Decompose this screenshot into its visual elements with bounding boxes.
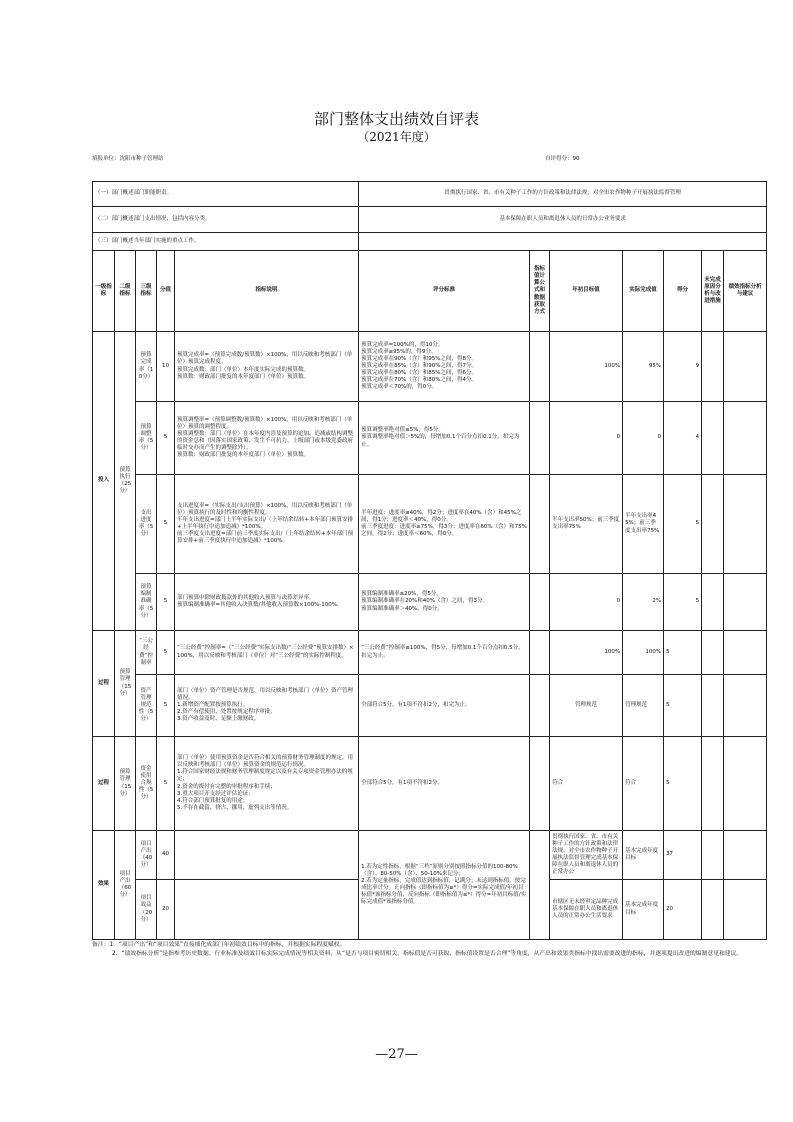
header-suggestion: 绩效指标分析与建议 [724,251,767,332]
level2-fund-mgmt: 预算管理（15分） [115,737,136,831]
header-reason: 未完成原因分析与改进措施 [702,251,724,332]
level3-cell: 项目产出（40分） [136,831,157,880]
overview-label: （一）部门概述部门职能职责。 [93,182,359,207]
reason-cell [702,831,724,880]
header-level1: 一级指标 [93,251,115,332]
actual-cell: 0 [623,402,664,475]
score-cell: 20 [157,880,175,940]
description-cell: “三公经费”控制率=（“三公经费”实际支出数/“三公经费”预算安排数）×100%，用以反映和考核部门（单位）对“三公经费”的实际控制程度。 [175,631,359,675]
method-cell [530,675,550,737]
got-cell: 37 [664,831,702,880]
score-cell: 5 [157,631,175,675]
actual-cell: 半年支出率45%；前三季度支出率75% [623,475,664,574]
suggestion-cell [724,831,767,880]
actual-cell: 基本完成年度目标 [623,880,664,940]
got-cell: 20 [664,880,702,940]
description-cell: 预算调整率=（预算调整数/预算数）×100%，用以反映和考核部门（单位）预算的调整程度。 预算调整数：部门（单位）在本年度内涉及预算的追加、追减或结构调整的资金总和（因落实国家政策、发生不可抗力、上级部门或本级党委政府临时交办而产生的调整除外）。 预算数：财政部门批复的本年度部门（单位）预算数。 [175,402,359,475]
standard-cell: 预算编制准确率≤20%，得5分。 预算编制准确率在20%和40%（含）之间，得3分。 预算编制准确率＞40%，得0分。 [359,574,530,631]
table-row [93,631,767,675]
reason-cell [702,631,724,675]
group-input: 投入 [93,332,115,631]
suggestion-cell [724,402,767,475]
method-cell [530,574,550,631]
got-cell: 5 [664,737,702,831]
score-cell: 5 [157,737,175,831]
overview-value: 基本保障在职人员和离退休人员的日常办公业务要求 [359,207,767,233]
table-row [93,574,767,631]
level3-cell: 项目效益（20分） [136,880,157,940]
description-cell: 部门（单位）使用预算资金是否符合相关的预算财务管理制度的规定，用以反映和考核部门（单位）预算资金的规范运行情况。 1.符合国家财经法规和财务管理制度规定以及有关专项资金管理办法的规定； 2.资金的拨付有完整的审批程序和手续； 3.重大项目开支经过评估论证； 4.符合部门预算批复的用途； 5.不存在截留、挤占、挪用、虚列支出等情况。 [175,737,359,831]
reason-cell [702,475,724,574]
reason-cell [702,880,724,940]
target-cell: 贯彻执行国家、省、市有关种子工作的方针政策和法律法规，对全市农作物种子开展执法监督管理完成基本保障在职人员和离退休人员的正常办公 [550,831,623,880]
page-subtitle: （2021年度） [357,130,436,144]
target-cell: 管理规范 [550,675,623,737]
header-actual: 实际完成值 [623,251,664,332]
header-standard: 评分标准 [359,251,530,332]
notes [92,941,768,958]
suggestion-cell [724,880,767,940]
suggestion-cell [724,737,767,831]
level3-cell: 资金使用合规性（5分） [136,737,157,831]
overview-row-3 [93,233,767,251]
table-row [93,831,767,880]
level2-output-effect: 项目产出（60分） [115,831,136,940]
standard-cell: 预算完成率=100%的，得10分。 预算完成率≥95%的，得9分。 预算完成率在90%（含）和95%之间，得8分。 预算完成率在85%（含）和90%之间，得7分。 预算完成率在80%（含）和85%之间，得6分。 预算完成率在70%（含）和80%之间，得4分。 预算完成率＜70%的，得0分。 [359,332,530,402]
note-line: 2．“绩效指标分析”是指参考历史数据、行业标准及绩效目标实际完成情况等相关资料，从“是否与项目密切相关，指标值是否可获取，指标值设置是否合理”等角度，从产出和效果类指标中找出需要改进的指标，并逐项提出改进的编制意见和建议。 [112,950,743,957]
description-cell [175,880,359,940]
table-row [93,675,767,737]
header-target: 年初目标值 [550,251,623,332]
got-cell: 9 [664,332,702,402]
target-cell: 100% [550,631,623,675]
reporting-unit: 填报单位：沈阳市种子管理站 [92,156,164,162]
actual-cell: 100% [623,631,664,675]
header-method: 指标值计算公式和数据获取方式 [530,251,550,332]
got-cell: 5 [664,631,702,675]
target-cell: 符合 [550,737,623,831]
description-cell: 预算完成率=（预算完成数/预算数）×100%，用以反映和考核部门（单位）预算完成程度。 预算完成数：部门（单位）本年度实际完成的预算数。 预算数：财政部门批复的本年度部门（单位）预算数。 [175,332,359,402]
target-cell: 半年支出率50%；前三季度支出率75% [550,475,623,574]
self-eval-score: 自评得分：90 [545,156,580,162]
score-cell: 5 [157,675,175,737]
score-cell: 5 [157,574,175,631]
suggestion-cell [724,574,767,631]
page-title: 部门整体支出绩效自评表 [313,110,479,128]
standard-cell: “三公经费”控制率≤100%，得5分，每增加0.1个百分点扣0.5分，扣完为止。 [359,631,530,675]
method-cell [530,332,550,402]
table-row [93,332,767,402]
score-cell: 5 [157,402,175,475]
note-line: 备注：1．“项目产出”和“项目效果”直接细化成部门年初绩效目标中的指标，并根据实际程度赋权。 [92,942,346,948]
table-row [93,402,767,475]
target-cell: 0 [550,574,623,631]
overview-value [359,233,767,251]
group-effect: 效果 [93,831,115,940]
standard-cell: 预算调整率绝对值≤5%，得5分。 预算调整率绝对值＞5%的，每增加0.1个百分点扣0.1分，扣完为止。 [359,402,530,475]
got-cell: 4 [664,402,702,475]
level3-cell: “三公经费”控制率 [136,631,157,675]
overview-row-1 [93,182,767,207]
got-cell: 5 [664,475,702,574]
header-row [93,251,767,332]
method-cell [530,831,550,940]
score-cell: 40 [157,831,175,880]
overview-label: （二）部门概述部门支出情况，包括内容分类。 [93,207,359,233]
target-cell: 100% [550,332,623,402]
suggestion-cell [724,475,767,574]
suggestion-cell [724,631,767,675]
group-process: 过程 [93,631,115,737]
description-cell: 部门预算中除财政拨款外的其他收入预算与决算差异率。 预算编制准确率=其他收入决算数/其他收入预算数×100%-100%。 [175,574,359,631]
method-cell [530,475,550,574]
actual-cell: 符合 [623,737,664,831]
description-cell: 部门（单位）资产管理是否规范，用以反映和考核部门（单位）资产管理情况。 1.新增资产配置按预算执行。 2.资产有偿使用、处置按规定程序审批。 3.资产收益及时、足额上缴财政。 [175,675,359,737]
suggestion-cell [724,675,767,737]
performance-table [92,181,767,940]
actual-cell: 基本完成年度目标 [623,831,664,880]
level3-cell: 支出进度率（5分） [136,475,157,574]
standard-cell: 全部符合5分，有1项不符扣2分，扣完为止。 [359,675,530,737]
overview-row-2 [93,207,767,233]
reason-cell [702,574,724,631]
score-cell: 10 [157,332,175,402]
actual-cell: 2% [623,574,664,631]
header-description: 指标说明 [175,251,359,332]
level3-cell: 预算完成率（10分） [136,332,157,402]
reason-cell [702,402,724,475]
reason-cell [702,675,724,737]
standard-cell: 全部符合5分，有1项不符扣2分。 [359,737,530,831]
level3-cell: 资产管理规范性（5分） [136,675,157,737]
level2-budget-exec: 预算执行（25分） [115,332,136,631]
description-cell [175,831,359,880]
overview-value: 贯彻执行国家、省、市有关种子工作的方针政策和法律法规；对全市农作物种子开展执法监督管理 [359,182,767,207]
description-cell: 支出进度率=（实际支出/支出预算）×100%，用以反映和考核部门（单位）预算执行的及时性和均衡性程度。 半年支出进度=部门上半年实际支出/（上年结余结转+本年部门预算安排+上半年执行中追加追减）*100%。 前三季度支出进度=部门前三季度实际支出/（上年结余结转+本年部门预算安排+前三季度执行中追加追减）*100%。 [175,475,359,574]
standard-cell: 半年进度：进度率≥40%，得2分；进度率在40%（含）和45%之间，得1分；进度率＜40%，得0分。 前三季度进度：进度率≥75%，得3分；进度率在60%（含）和75%之间，得2分；进度率＜60%，得0分。 [359,475,530,574]
reason-cell [702,737,724,831]
actual-cell: 管理规范 [623,675,664,737]
got-cell: 5 [664,675,702,737]
page-number: —27— [375,1047,418,1062]
table-row [93,475,767,574]
actual-cell: 95% [623,332,664,402]
got-cell: 5 [664,574,702,631]
table-row [93,737,767,831]
level3-cell: 预算编制准确率（5分） [136,574,157,631]
header-level2: 二级指标 [115,251,136,332]
target-cell: 0 [550,402,623,475]
level3-cell: 预算调整率（5分） [136,402,157,475]
group-process: 过程 [93,737,115,831]
reason-cell [702,332,724,402]
suggestion-cell [724,332,767,402]
method-cell [530,402,550,475]
method-cell [530,631,550,675]
header-level3: 三级指标 [136,251,157,332]
header-score: 分值 [157,251,175,332]
overview-label: （三）部门概述当年部门实施的重点工作。 [93,233,359,251]
target-cell: 市辖区无未经审定品种完成基本保障在职人员和离退休人员的正常办公生活要求 [550,880,623,940]
method-cell [530,737,550,831]
header-got: 得分 [664,251,702,332]
level2-budget-mgmt: 预算管理（15分） [115,631,136,737]
standard-cell: 1.若为定性指标，根据“三档”原则分别按照指标分值的100-80%（含）、80-50%（含）、50-10%来记分； 2.若为定量指标，完成值达到指标值，记满分；未达到指标值，按完成比率计分。正向指标（即指标值为≥*）得分=实际完成值/年初目标值*该指标分值，反向指标（即指标值为≤*）得分=年初目标值/实际完成值*该指标分值。 [359,831,530,940]
score-cell: 5 [157,475,175,574]
